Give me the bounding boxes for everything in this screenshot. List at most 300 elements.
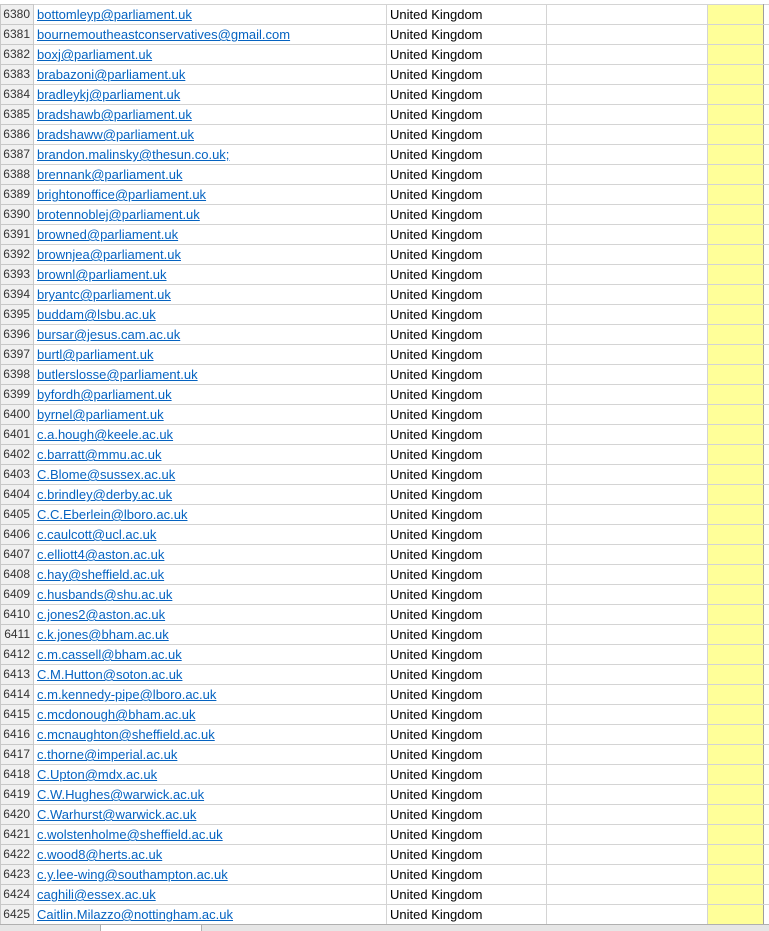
country-cell[interactable]: United Kingdom: [387, 465, 547, 485]
email-link[interactable]: brennank@parliament.uk: [37, 167, 182, 182]
highlighted-cell[interactable]: [708, 825, 764, 845]
empty-cell[interactable]: [547, 145, 708, 165]
empty-cell[interactable]: [764, 805, 769, 825]
empty-cell[interactable]: [547, 805, 708, 825]
highlighted-cell[interactable]: [708, 805, 764, 825]
row-number[interactable]: 6409: [1, 585, 34, 605]
empty-cell[interactable]: [547, 865, 708, 885]
row-number[interactable]: 6388: [1, 165, 34, 185]
email-link[interactable]: brownl@parliament.uk: [37, 267, 167, 282]
email-cell[interactable]: [34, 445, 387, 465]
empty-cell[interactable]: [547, 125, 708, 145]
empty-cell[interactable]: [764, 725, 769, 745]
empty-cell[interactable]: [764, 525, 769, 545]
empty-cell[interactable]: [764, 325, 769, 345]
highlighted-cell[interactable]: [708, 505, 764, 525]
email-cell[interactable]: [34, 325, 387, 345]
country-cell[interactable]: United Kingdom: [387, 205, 547, 225]
row-number[interactable]: 6416: [1, 725, 34, 745]
highlighted-cell[interactable]: [708, 885, 764, 905]
highlighted-cell[interactable]: [708, 545, 764, 565]
empty-cell[interactable]: [764, 105, 769, 125]
email-cell[interactable]: [34, 905, 387, 925]
row-number[interactable]: 6424: [1, 885, 34, 905]
email-cell[interactable]: [34, 705, 387, 725]
highlighted-cell[interactable]: [708, 25, 764, 45]
highlighted-cell[interactable]: [708, 665, 764, 685]
highlighted-cell[interactable]: [708, 65, 764, 85]
country-cell[interactable]: United Kingdom: [387, 265, 547, 285]
country-cell[interactable]: United Kingdom: [387, 485, 547, 505]
country-cell[interactable]: United Kingdom: [387, 705, 547, 725]
empty-cell[interactable]: [547, 5, 708, 25]
highlighted-cell[interactable]: [708, 845, 764, 865]
email-link[interactable]: bradleykj@parliament.uk: [37, 87, 180, 102]
row-number[interactable]: 6418: [1, 765, 34, 785]
empty-cell[interactable]: [764, 85, 769, 105]
row-number[interactable]: 6385: [1, 105, 34, 125]
row-number[interactable]: 6381: [1, 25, 34, 45]
row-number[interactable]: 6392: [1, 245, 34, 265]
empty-cell[interactable]: [547, 485, 708, 505]
empty-cell[interactable]: [764, 545, 769, 565]
row-number[interactable]: 6403: [1, 465, 34, 485]
row-number[interactable]: 6413: [1, 665, 34, 685]
empty-cell[interactable]: [764, 865, 769, 885]
email-cell[interactable]: [34, 5, 387, 25]
country-cell[interactable]: United Kingdom: [387, 45, 547, 65]
empty-cell[interactable]: [764, 465, 769, 485]
highlighted-cell[interactable]: [708, 185, 764, 205]
email-cell[interactable]: [34, 585, 387, 605]
row-number[interactable]: 6396: [1, 325, 34, 345]
empty-cell[interactable]: [547, 305, 708, 325]
empty-cell[interactable]: [547, 745, 708, 765]
email-link[interactable]: caghili@essex.ac.uk: [37, 887, 156, 902]
email-link[interactable]: buddam@lsbu.ac.uk: [37, 307, 156, 322]
empty-cell[interactable]: [764, 705, 769, 725]
country-cell[interactable]: United Kingdom: [387, 405, 547, 425]
email-cell[interactable]: [34, 425, 387, 445]
empty-cell[interactable]: [764, 905, 769, 925]
email-link[interactable]: Caitlin.Milazzo@nottingham.ac.uk: [37, 907, 233, 922]
email-cell[interactable]: [34, 845, 387, 865]
country-cell[interactable]: United Kingdom: [387, 245, 547, 265]
empty-cell[interactable]: [764, 425, 769, 445]
highlighted-cell[interactable]: [708, 705, 764, 725]
empty-cell[interactable]: [547, 905, 708, 925]
email-link[interactable]: c.elliott4@aston.ac.uk: [37, 547, 164, 562]
empty-cell[interactable]: [764, 185, 769, 205]
empty-cell[interactable]: [764, 565, 769, 585]
empty-cell[interactable]: [547, 165, 708, 185]
email-cell[interactable]: [34, 685, 387, 705]
highlighted-cell[interactable]: [708, 445, 764, 465]
country-cell[interactable]: United Kingdom: [387, 685, 547, 705]
row-number[interactable]: 6423: [1, 865, 34, 885]
row-number[interactable]: 6395: [1, 305, 34, 325]
empty-cell[interactable]: [547, 665, 708, 685]
email-link[interactable]: c.husbands@shu.ac.uk: [37, 587, 172, 602]
email-link[interactable]: c.jones2@aston.ac.uk: [37, 607, 165, 622]
email-link[interactable]: brandon.malinsky@thesun.co.uk;: [37, 147, 229, 162]
email-link[interactable]: c.wolstenholme@sheffield.ac.uk: [37, 827, 223, 842]
country-cell[interactable]: United Kingdom: [387, 905, 547, 925]
empty-cell[interactable]: [547, 205, 708, 225]
empty-cell[interactable]: [764, 245, 769, 265]
highlighted-cell[interactable]: [708, 865, 764, 885]
sheet-tab[interactable]: [100, 925, 202, 931]
empty-cell[interactable]: [547, 825, 708, 845]
email-link[interactable]: bryantc@parliament.uk: [37, 287, 171, 302]
row-number[interactable]: 6415: [1, 705, 34, 725]
email-cell[interactable]: [34, 505, 387, 525]
row-number[interactable]: 6394: [1, 285, 34, 305]
row-number[interactable]: 6391: [1, 225, 34, 245]
country-cell[interactable]: United Kingdom: [387, 885, 547, 905]
country-cell[interactable]: United Kingdom: [387, 445, 547, 465]
highlighted-cell[interactable]: [708, 165, 764, 185]
highlighted-cell[interactable]: [708, 745, 764, 765]
highlighted-cell[interactable]: [708, 225, 764, 245]
highlighted-cell[interactable]: [708, 285, 764, 305]
empty-cell[interactable]: [764, 165, 769, 185]
email-cell[interactable]: [34, 825, 387, 845]
email-cell[interactable]: [34, 605, 387, 625]
email-link[interactable]: c.hay@sheffield.ac.uk: [37, 567, 164, 582]
empty-cell[interactable]: [764, 305, 769, 325]
row-number[interactable]: 6404: [1, 485, 34, 505]
empty-cell[interactable]: [547, 245, 708, 265]
country-cell[interactable]: United Kingdom: [387, 825, 547, 845]
email-cell[interactable]: [34, 365, 387, 385]
highlighted-cell[interactable]: [708, 605, 764, 625]
empty-cell[interactable]: [547, 45, 708, 65]
highlighted-cell[interactable]: [708, 485, 764, 505]
highlighted-cell[interactable]: [708, 685, 764, 705]
row-number[interactable]: 6380: [1, 5, 34, 25]
email-cell[interactable]: [34, 885, 387, 905]
country-cell[interactable]: United Kingdom: [387, 745, 547, 765]
highlighted-cell[interactable]: [708, 105, 764, 125]
email-cell[interactable]: [34, 405, 387, 425]
highlighted-cell[interactable]: [708, 85, 764, 105]
email-cell[interactable]: [34, 145, 387, 165]
row-number[interactable]: 6390: [1, 205, 34, 225]
highlighted-cell[interactable]: [708, 385, 764, 405]
email-cell[interactable]: [34, 765, 387, 785]
empty-cell[interactable]: [764, 885, 769, 905]
country-cell[interactable]: United Kingdom: [387, 285, 547, 305]
empty-cell[interactable]: [547, 525, 708, 545]
empty-cell[interactable]: [764, 385, 769, 405]
email-cell[interactable]: [34, 25, 387, 45]
email-link[interactable]: C.M.Hutton@soton.ac.uk: [37, 667, 182, 682]
country-cell[interactable]: United Kingdom: [387, 765, 547, 785]
email-cell[interactable]: [34, 665, 387, 685]
email-cell[interactable]: [34, 805, 387, 825]
highlighted-cell[interactable]: [708, 765, 764, 785]
email-link[interactable]: bournemoutheastconservatives@gmail.com: [37, 27, 290, 42]
email-link[interactable]: c.caulcott@ucl.ac.uk: [37, 527, 156, 542]
email-link[interactable]: byrnel@parliament.uk: [37, 407, 164, 422]
empty-cell[interactable]: [764, 665, 769, 685]
empty-cell[interactable]: [547, 25, 708, 45]
row-number[interactable]: 6406: [1, 525, 34, 545]
empty-cell[interactable]: [547, 225, 708, 245]
empty-cell[interactable]: [547, 345, 708, 365]
empty-cell[interactable]: [764, 225, 769, 245]
empty-cell[interactable]: [764, 485, 769, 505]
row-number[interactable]: 6408: [1, 565, 34, 585]
email-link[interactable]: c.y.lee-wing@southampton.ac.uk: [37, 867, 228, 882]
highlighted-cell[interactable]: [708, 325, 764, 345]
empty-cell[interactable]: [764, 25, 769, 45]
email-cell[interactable]: [34, 645, 387, 665]
highlighted-cell[interactable]: [708, 565, 764, 585]
empty-cell[interactable]: [764, 265, 769, 285]
email-cell[interactable]: [34, 725, 387, 745]
email-link[interactable]: C.W.Hughes@warwick.ac.uk: [37, 787, 204, 802]
email-cell[interactable]: [34, 205, 387, 225]
email-link[interactable]: c.thorne@imperial.ac.uk: [37, 747, 177, 762]
country-cell[interactable]: United Kingdom: [387, 365, 547, 385]
highlighted-cell[interactable]: [708, 265, 764, 285]
email-link[interactable]: c.m.cassell@bham.ac.uk: [37, 647, 182, 662]
email-link[interactable]: C.C.Eberlein@lboro.ac.uk: [37, 507, 187, 522]
country-cell[interactable]: United Kingdom: [387, 785, 547, 805]
empty-cell[interactable]: [547, 365, 708, 385]
highlighted-cell[interactable]: [708, 905, 764, 925]
empty-cell[interactable]: [547, 425, 708, 445]
email-link[interactable]: bursar@jesus.cam.ac.uk: [37, 327, 180, 342]
email-cell[interactable]: [34, 285, 387, 305]
row-number[interactable]: 6402: [1, 445, 34, 465]
row-number[interactable]: 6412: [1, 645, 34, 665]
empty-cell[interactable]: [547, 265, 708, 285]
empty-cell[interactable]: [547, 705, 708, 725]
empty-cell[interactable]: [547, 845, 708, 865]
country-cell[interactable]: United Kingdom: [387, 665, 547, 685]
empty-cell[interactable]: [547, 765, 708, 785]
empty-cell[interactable]: [764, 605, 769, 625]
empty-cell[interactable]: [547, 105, 708, 125]
email-link[interactable]: brotennoblej@parliament.uk: [37, 207, 200, 222]
empty-cell[interactable]: [764, 845, 769, 865]
row-number[interactable]: 6410: [1, 605, 34, 625]
row-number[interactable]: 6398: [1, 365, 34, 385]
highlighted-cell[interactable]: [708, 525, 764, 545]
email-link[interactable]: bottomleyp@parliament.uk: [37, 7, 192, 22]
row-number[interactable]: 6386: [1, 125, 34, 145]
email-link[interactable]: byfordh@parliament.uk: [37, 387, 172, 402]
empty-cell[interactable]: [764, 125, 769, 145]
empty-cell[interactable]: [547, 85, 708, 105]
email-link[interactable]: brightonoffice@parliament.uk: [37, 187, 206, 202]
highlighted-cell[interactable]: [708, 785, 764, 805]
empty-cell[interactable]: [764, 505, 769, 525]
empty-cell[interactable]: [547, 725, 708, 745]
empty-cell[interactable]: [764, 625, 769, 645]
email-link[interactable]: brownjea@parliament.uk: [37, 247, 181, 262]
empty-cell[interactable]: [764, 365, 769, 385]
row-number[interactable]: 6399: [1, 385, 34, 405]
country-cell[interactable]: United Kingdom: [387, 585, 547, 605]
highlighted-cell[interactable]: [708, 145, 764, 165]
country-cell[interactable]: United Kingdom: [387, 865, 547, 885]
country-cell[interactable]: United Kingdom: [387, 805, 547, 825]
email-link[interactable]: browned@parliament.uk: [37, 227, 178, 242]
email-cell[interactable]: [34, 385, 387, 405]
country-cell[interactable]: United Kingdom: [387, 605, 547, 625]
empty-cell[interactable]: [764, 685, 769, 705]
empty-cell[interactable]: [547, 565, 708, 585]
highlighted-cell[interactable]: [708, 245, 764, 265]
country-cell[interactable]: United Kingdom: [387, 845, 547, 865]
email-cell[interactable]: [34, 865, 387, 885]
row-number[interactable]: 6407: [1, 545, 34, 565]
empty-cell[interactable]: [764, 445, 769, 465]
email-link[interactable]: C.Blome@sussex.ac.uk: [37, 467, 175, 482]
highlighted-cell[interactable]: [708, 645, 764, 665]
country-cell[interactable]: United Kingdom: [387, 225, 547, 245]
country-cell[interactable]: United Kingdom: [387, 565, 547, 585]
empty-cell[interactable]: [547, 185, 708, 205]
country-cell[interactable]: United Kingdom: [387, 5, 547, 25]
email-link[interactable]: C.Upton@mdx.ac.uk: [37, 767, 157, 782]
highlighted-cell[interactable]: [708, 5, 764, 25]
empty-cell[interactable]: [764, 645, 769, 665]
email-link[interactable]: C.Warhurst@warwick.ac.uk: [37, 807, 196, 822]
highlighted-cell[interactable]: [708, 585, 764, 605]
empty-cell[interactable]: [764, 145, 769, 165]
country-cell[interactable]: United Kingdom: [387, 125, 547, 145]
empty-cell[interactable]: [764, 825, 769, 845]
empty-cell[interactable]: [547, 885, 708, 905]
row-number[interactable]: 6425: [1, 905, 34, 925]
highlighted-cell[interactable]: [708, 465, 764, 485]
country-cell[interactable]: United Kingdom: [387, 425, 547, 445]
row-number[interactable]: 6382: [1, 45, 34, 65]
email-link[interactable]: c.mcdonough@bham.ac.uk: [37, 707, 195, 722]
highlighted-cell[interactable]: [708, 725, 764, 745]
row-number[interactable]: 6384: [1, 85, 34, 105]
empty-cell[interactable]: [764, 785, 769, 805]
empty-cell[interactable]: [547, 625, 708, 645]
email-cell[interactable]: [34, 565, 387, 585]
country-cell[interactable]: United Kingdom: [387, 65, 547, 85]
email-cell[interactable]: [34, 165, 387, 185]
row-number[interactable]: 6401: [1, 425, 34, 445]
empty-cell[interactable]: [547, 545, 708, 565]
email-link[interactable]: c.barratt@mmu.ac.uk: [37, 447, 161, 462]
highlighted-cell[interactable]: [708, 205, 764, 225]
country-cell[interactable]: United Kingdom: [387, 85, 547, 105]
email-cell[interactable]: [34, 545, 387, 565]
country-cell[interactable]: United Kingdom: [387, 505, 547, 525]
empty-cell[interactable]: [547, 685, 708, 705]
empty-cell[interactable]: [764, 285, 769, 305]
highlighted-cell[interactable]: [708, 365, 764, 385]
country-cell[interactable]: United Kingdom: [387, 625, 547, 645]
country-cell[interactable]: United Kingdom: [387, 105, 547, 125]
empty-cell[interactable]: [547, 385, 708, 405]
email-link[interactable]: c.brindley@derby.ac.uk: [37, 487, 172, 502]
country-cell[interactable]: United Kingdom: [387, 305, 547, 325]
email-link[interactable]: c.k.jones@bham.ac.uk: [37, 627, 169, 642]
empty-cell[interactable]: [764, 745, 769, 765]
row-number[interactable]: 6405: [1, 505, 34, 525]
country-cell[interactable]: United Kingdom: [387, 645, 547, 665]
email-cell[interactable]: [34, 45, 387, 65]
highlighted-cell[interactable]: [708, 425, 764, 445]
email-cell[interactable]: [34, 245, 387, 265]
email-link[interactable]: c.m.kennedy-pipe@lboro.ac.uk: [37, 687, 216, 702]
country-cell[interactable]: United Kingdom: [387, 185, 547, 205]
email-cell[interactable]: [34, 305, 387, 325]
row-number[interactable]: 6397: [1, 345, 34, 365]
email-cell[interactable]: [34, 345, 387, 365]
email-cell[interactable]: [34, 185, 387, 205]
country-cell[interactable]: United Kingdom: [387, 385, 547, 405]
empty-cell[interactable]: [547, 65, 708, 85]
email-link[interactable]: c.wood8@herts.ac.uk: [37, 847, 162, 862]
empty-cell[interactable]: [547, 325, 708, 345]
row-number[interactable]: 6420: [1, 805, 34, 825]
highlighted-cell[interactable]: [708, 625, 764, 645]
row-number[interactable]: 6400: [1, 405, 34, 425]
email-cell[interactable]: [34, 465, 387, 485]
email-cell[interactable]: [34, 525, 387, 545]
country-cell[interactable]: United Kingdom: [387, 145, 547, 165]
empty-cell[interactable]: [547, 605, 708, 625]
empty-cell[interactable]: [764, 45, 769, 65]
row-number[interactable]: 6414: [1, 685, 34, 705]
email-cell[interactable]: [34, 125, 387, 145]
row-number[interactable]: 6389: [1, 185, 34, 205]
empty-cell[interactable]: [764, 205, 769, 225]
country-cell[interactable]: United Kingdom: [387, 725, 547, 745]
empty-cell[interactable]: [764, 765, 769, 785]
row-number[interactable]: 6411: [1, 625, 34, 645]
email-link[interactable]: boxj@parliament.uk: [37, 47, 152, 62]
email-cell[interactable]: [34, 745, 387, 765]
email-cell[interactable]: [34, 785, 387, 805]
highlighted-cell[interactable]: [708, 125, 764, 145]
country-cell[interactable]: United Kingdom: [387, 165, 547, 185]
row-number[interactable]: 6383: [1, 65, 34, 85]
email-cell[interactable]: [34, 85, 387, 105]
empty-cell[interactable]: [764, 65, 769, 85]
row-number[interactable]: 6422: [1, 845, 34, 865]
email-cell[interactable]: [34, 225, 387, 245]
country-cell[interactable]: United Kingdom: [387, 25, 547, 45]
empty-cell[interactable]: [547, 445, 708, 465]
email-link[interactable]: c.a.hough@keele.ac.uk: [37, 427, 173, 442]
empty-cell[interactable]: [547, 505, 708, 525]
empty-cell[interactable]: [764, 405, 769, 425]
email-link[interactable]: burtl@parliament.uk: [37, 347, 154, 362]
highlighted-cell[interactable]: [708, 405, 764, 425]
row-number[interactable]: 6387: [1, 145, 34, 165]
empty-cell[interactable]: [547, 465, 708, 485]
row-number[interactable]: 6419: [1, 785, 34, 805]
highlighted-cell[interactable]: [708, 305, 764, 325]
country-cell[interactable]: United Kingdom: [387, 325, 547, 345]
email-cell[interactable]: [34, 625, 387, 645]
row-number[interactable]: 6421: [1, 825, 34, 845]
highlighted-cell[interactable]: [708, 45, 764, 65]
